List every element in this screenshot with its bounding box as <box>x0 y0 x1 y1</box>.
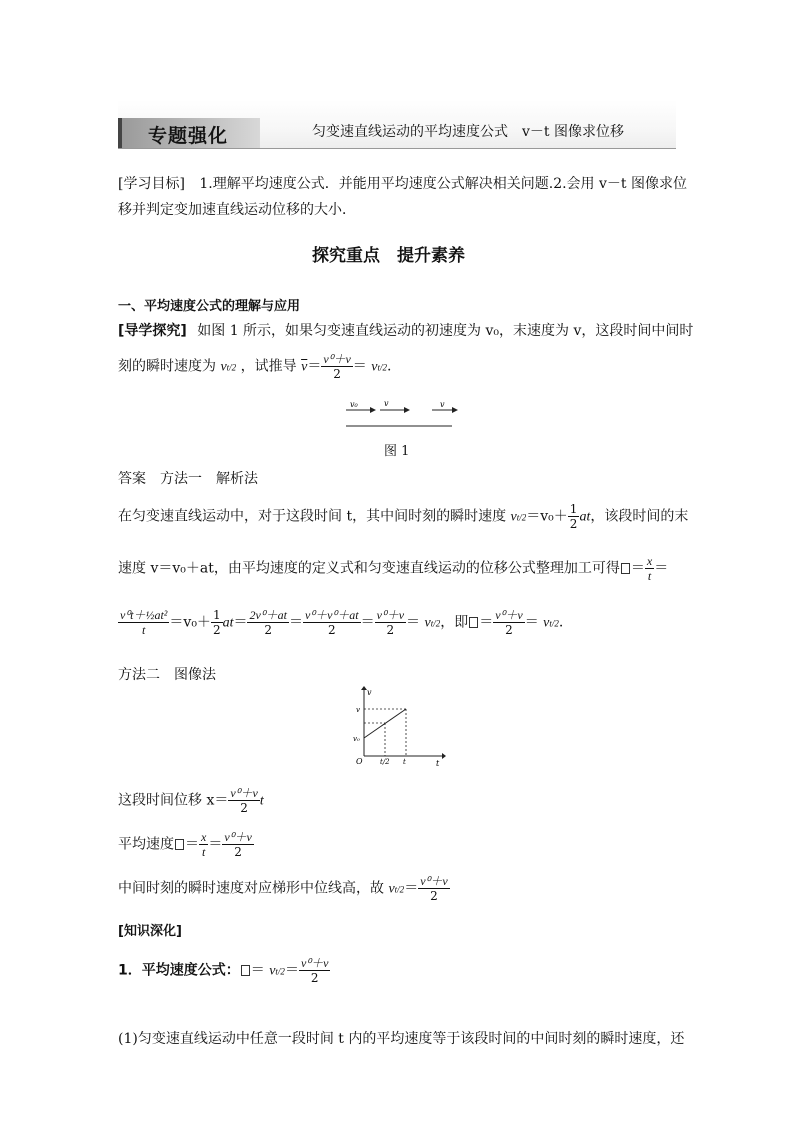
guide-text1: 如图 1 所示，如果匀变速直线运动的初速度为 v₀，末速度为 v，这段时间中间时 <box>197 323 694 339</box>
graph-t2-tick: t/2 <box>380 758 390 766</box>
answer-line: 答案 方法一 解析法 <box>118 471 258 487</box>
mid-text: 中间时刻的瞬时速度对应梯形中位线高，故 <box>118 880 384 897</box>
graph-t-tick: t <box>403 758 406 766</box>
k1-text: 1．平均速度公式： <box>118 962 240 979</box>
graph-y-label: v <box>367 688 372 697</box>
guide-text2b: ，试推导 <box>240 358 297 375</box>
objectives-line1 <box>118 173 687 193</box>
guide-label: [导学探究] <box>118 323 187 339</box>
method1-line1: 在匀变速直线运动中，对于这段时间 t，其中间时刻的瞬时速度 vt/2＝v₀＋ $\frac{1}{2}$ at，该段时间的末 <box>118 502 689 531</box>
method2-title: 方法二 图像法 <box>118 667 216 683</box>
method1-line2: 速度 v＝v₀＋at，由平均速度的定义式和匀变速直线运动的位移公式整理加工可得 ＝ $\frac{x}{t}$ ＝ <box>118 554 669 583</box>
mid-velocity-line: 中间时刻的瞬时速度对应梯形中位线高，故 vt/2＝ $\frac{\text{v⁰＋v}}{2}$ <box>118 874 448 903</box>
vt-graph <box>340 686 446 768</box>
header-title: 匀变速直线运动的平均速度公式 v－t 图像求位移 <box>312 124 624 140</box>
topic-badge <box>118 118 260 148</box>
knowledge-1-1: (1)匀变速直线运动中任意一段时间 t 内的平均速度等于该段时间的中间时刻的瞬时速度，还 <box>118 1031 685 1047</box>
fig1-label-v: v <box>440 400 445 409</box>
figure1-caption: 图 1 <box>384 444 410 459</box>
figure1-diagram <box>340 398 460 432</box>
guide-line1 <box>118 320 693 340</box>
graph-x-label: t <box>436 759 440 768</box>
graph-v0-tick: v₀ <box>353 735 360 743</box>
badge-text: 专题强化 <box>148 125 229 147</box>
m1-text2: 速度 v＝v₀＋at，由平均速度的定义式和匀变速直线运动的位移公式整理加工可得 <box>118 560 620 577</box>
fig1-label-v0: v₀ <box>350 400 358 409</box>
objectives-label: [学习目标] <box>118 176 185 192</box>
objectives-text2: 移并判定变加速直线运动位移的大小． <box>118 202 356 218</box>
section-title: 探究重点 提升素养 <box>312 246 465 266</box>
m1-text1b: ，该段时间的末 <box>590 508 689 525</box>
m1-text1: 在匀变速直线运动中，对于这段时间 t，其中间时刻的瞬时速度 <box>118 508 507 525</box>
deepen-label: [知识深化] <box>118 924 182 939</box>
part1-heading: 一、平均速度公式的理解与应用 <box>118 299 301 314</box>
method1-line3: $\frac{\text{v⁰t＋½at²}}{t}$ ＝v₀＋ $\frac{1}{2}$ at＝ $\frac{\text{2v⁰＋at}}{2}$ ＝ $\frac{\text{v⁰＋v⁰＋at}}{2}$ ＝ $\frac{\text{v⁰＋v}}{2}$ ＝ vt/2，即 ＝ $\frac{\text{v⁰＋v}}{2}$ ＝ vt/2. <box>120 608 564 637</box>
objectives-text1: 1.理解平均速度公式．并能用平均速度公式解决相关问题.2.会用 v－t 图像求位 <box>199 176 687 192</box>
avg-text: 平均速度 <box>118 836 174 853</box>
disp-text: 这段时间位移 x＝ <box>118 792 229 809</box>
avg-velocity-line: 平均速度 ＝ $\frac{x}{t}$ ＝ $\frac{\text{v⁰＋v}}{2}$ <box>118 830 252 859</box>
guide-line2: 刻的瞬时速度为 vt/2 ，试推导 $\overline{v}=$ $\frac{\text{v⁰＋v}}{2}$ ＝ vt/2. <box>118 352 392 381</box>
fig1-label-vmid: v <box>384 399 389 408</box>
guide-text2: 刻的瞬时速度为 <box>118 358 216 375</box>
graph-origin: O <box>356 757 363 766</box>
knowledge-1: 1．平均速度公式： ＝ vt/2＝ $\frac{\text{v⁰＋v}}{2}$ <box>118 956 329 985</box>
m1-text3b: ，即 <box>440 614 469 631</box>
displacement-line: 这段时间位移 x＝ $\frac{\text{v⁰＋v}}{2}$ t <box>118 786 264 815</box>
graph-v-tick: v <box>356 706 360 714</box>
